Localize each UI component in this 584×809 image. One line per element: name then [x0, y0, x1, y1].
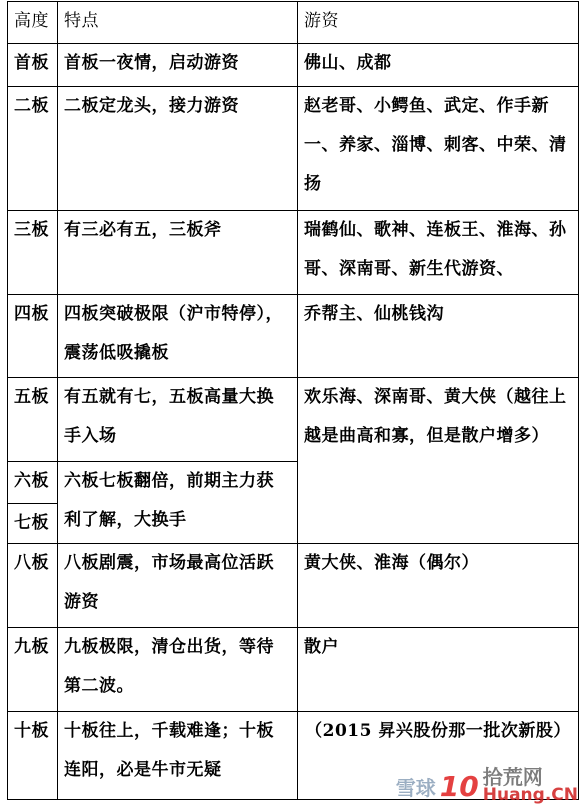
row-traders: 乔帮主、仙桃钱沟: [298, 295, 579, 378]
header-height: 高度: [8, 2, 58, 44]
watermark-brand: [482, 765, 578, 805]
row-height: 二板: [8, 87, 58, 211]
header-traders: 游资: [298, 2, 579, 44]
row-height: 六板: [8, 462, 58, 504]
row-height: 十板: [8, 712, 58, 800]
row-height: 八板: [8, 544, 58, 628]
trader-table: [7, 1, 579, 800]
row-traders: 佛山、成都: [298, 44, 579, 87]
row-traders: 瑞鹤仙、歌神、连板王、淮海、孙哥、深南哥、新生代游资、: [298, 211, 579, 295]
row-feature: 十板往上，千载难逢；十板连阳，必是牛市无疑: [58, 712, 298, 800]
table-row: [8, 378, 579, 462]
row-traders: 散户: [298, 628, 579, 712]
watermark: [396, 765, 578, 807]
row-feature: 四板突破极限（沪市特停），震荡低吸撬板: [58, 295, 298, 378]
watermark-number: 10: [439, 769, 479, 803]
watermark-site-text: 雪球: [395, 775, 436, 800]
table-row: [8, 211, 579, 295]
row-feature: 八板剧震，市场最高位活跃游资: [58, 544, 298, 628]
row-height: 四板: [8, 295, 58, 378]
row-traders: 黄大侠、淮海（偶尔）: [298, 544, 579, 628]
table-row: [8, 44, 579, 87]
row-height: 七板: [8, 504, 58, 544]
row-feature: 六板七板翻倍，前期主力获利了解，大换手: [58, 462, 298, 544]
row-feature: 有三必有五，三板斧: [58, 211, 298, 295]
header-feature: 特点: [58, 2, 298, 44]
row-height: 三板: [8, 211, 58, 295]
watermark-cn-text: 拾荒网: [482, 765, 543, 789]
row-height: 首板: [8, 44, 58, 87]
table-row: [8, 87, 579, 211]
row-traders: 赵老哥、小鳄鱼、武定、作手新一、养家、淄博、刺客、中荣、清扬: [298, 87, 579, 211]
table-row: [8, 295, 579, 378]
row-height: 九板: [8, 628, 58, 712]
header-row: [8, 2, 579, 44]
row-feature: 二板定龙头，接力游资: [58, 87, 298, 211]
table-row: [8, 544, 579, 628]
watermark-url: Huang.CN: [482, 785, 578, 805]
row-traders: 欢乐海、深南哥、黄大侠（越往上越是曲高和寡，但是散户增多）: [298, 378, 579, 544]
row-feature: 有五就有七，五板高量大换手入场: [58, 378, 298, 462]
row-feature: 九板极限，清仓出货，等待第二波。: [58, 628, 298, 712]
row-height: 五板: [8, 378, 58, 462]
row-traders: （2015 昇兴股份那一批次新股）: [298, 712, 579, 800]
row-feature: 首板一夜情，启动游资: [58, 44, 298, 87]
table-row: [8, 628, 579, 712]
